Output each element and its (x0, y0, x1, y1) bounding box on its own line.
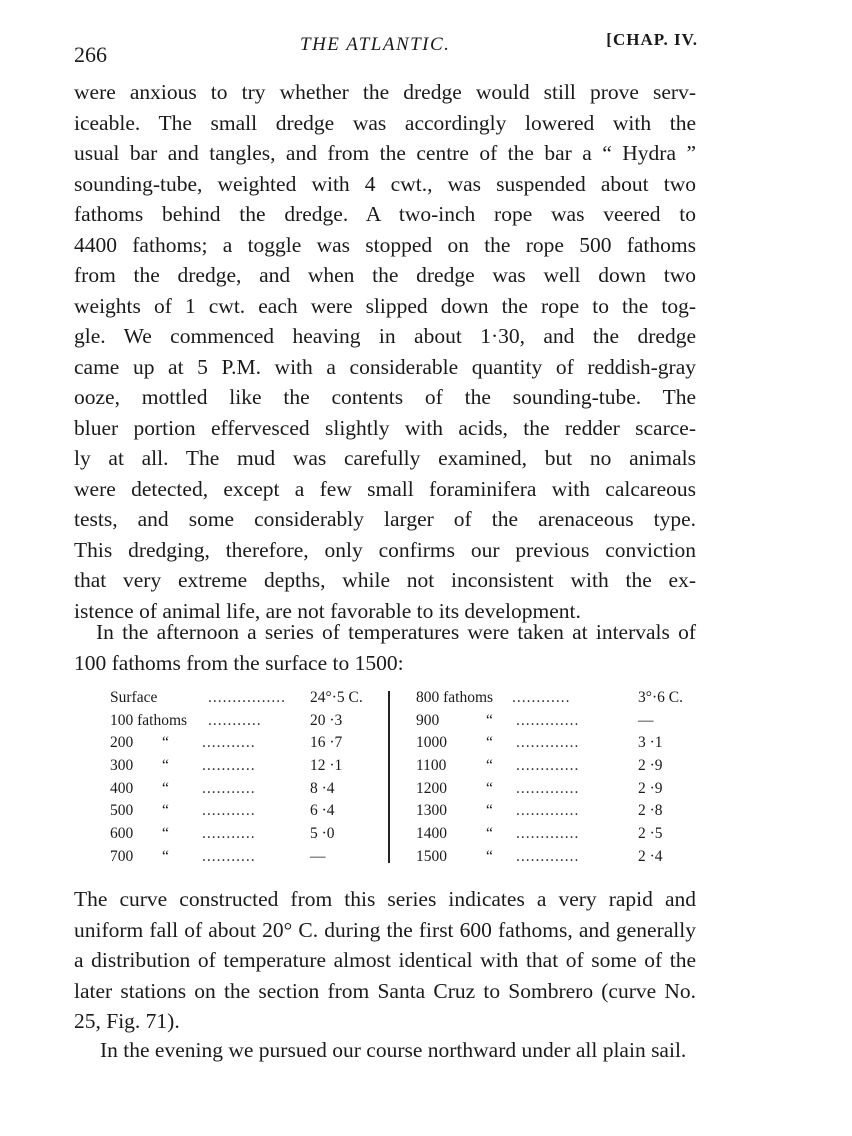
text-line: ooze, mottled like the contents of the sounding-tube. The (74, 385, 696, 409)
depth-label: 900 (416, 711, 440, 729)
text-line: bluer portion effervesced slightly with acids, the redder scarce- (74, 415, 696, 440)
ditto-mark: “ (486, 825, 493, 843)
column-divider (388, 691, 390, 863)
ditto-mark: “ (486, 779, 493, 797)
dot-leader: ........... (202, 802, 256, 820)
temperature-value: 24°·5 C. (310, 689, 363, 706)
dot-leader: ........... (202, 825, 256, 843)
text-line: istence of animal life, are not favorable to its development. (74, 598, 581, 623)
table-row (110, 732, 372, 755)
depth-label: Surface (110, 689, 158, 706)
depth-label: 600 (110, 825, 134, 843)
temperature-value: 6 ·4 (310, 802, 335, 820)
temperature-value: 2 ·4 (638, 847, 663, 865)
paragraph-temperature-intro: In the afternoon a series of temperatures were taken at intervals of 100 fathoms from the surface to 1500: (74, 620, 696, 675)
dot-leader: ............. (516, 711, 580, 729)
temperature-value: 2 ·8 (638, 802, 663, 820)
depth-label: 500 (110, 802, 134, 820)
dot-leader: ............. (516, 779, 580, 797)
text-line: gle. We commenced heaving in about 1·30, and the dredge (74, 324, 696, 348)
dot-leader: ............. (516, 847, 580, 865)
depth-label: 1100 (416, 757, 447, 775)
text-line: This dredging, therefore, only confirms our previous conviction (74, 537, 696, 562)
dot-leader: ............. (516, 757, 580, 775)
depth-label: 300 (110, 757, 134, 775)
ditto-mark: “ (162, 734, 169, 752)
dot-leader: ............ (512, 689, 571, 706)
text-line: came up at 5 P.M. with a considerable quantity of reddish-gray (74, 354, 696, 379)
temperature-value: 12 ·1 (310, 757, 343, 775)
text-line: fathoms behind the dredge. A two-inch rope was veered to (74, 202, 696, 226)
table-row (416, 800, 690, 823)
table-row (416, 732, 690, 755)
table-row (416, 823, 690, 846)
ditto-mark: “ (162, 757, 169, 775)
text-line: sounding-tube, weighted with 4 cwt., was suspended about two (74, 171, 696, 196)
paragraph-evening-course: In the evening we pursued our course northward under all plain sail. (100, 1038, 687, 1062)
temperature-value: 3 ·1 (638, 734, 663, 752)
text-line: tests, and some considerably larger of the arenaceous type. (74, 507, 696, 531)
temperature-value: 16 ·7 (310, 734, 343, 752)
running-head (74, 30, 698, 67)
page-number: 266 (74, 42, 107, 67)
temperature-table (110, 687, 700, 873)
chapter-reference: [CHAP. IV. (606, 30, 698, 49)
depth-label: 1200 (416, 779, 447, 797)
temperature-value: 2 ·9 (638, 779, 663, 797)
text-line: were detected, except a few small foraminifera with calcareous (74, 476, 696, 501)
temperature-value: 5 ·0 (310, 825, 335, 843)
table-row (110, 710, 372, 733)
depth-label: 100 fathoms (110, 711, 188, 729)
table-row (110, 823, 372, 846)
depth-label: 1500 (416, 847, 447, 865)
depth-label: 1000 (416, 734, 447, 752)
text-line: were anxious to try whether the dredge would still prove serv- (74, 80, 696, 104)
depth-label: 200 (110, 734, 134, 752)
temperature-value: 20 ·3 (310, 711, 343, 729)
text-line: that very extreme depths, while not inconsistent with the ex- (74, 568, 696, 592)
paragraph-curve-analysis: The curve constructed from this series indicates a very rapid and uniform fall of about 20° C. during the first 600 fathoms, and generally a distribution of temperature almost identical with that of some of the later stations on the section from Santa Cruz to Sombrero (curve No. 25, Fig. 71). (74, 887, 696, 1033)
table-row (416, 687, 690, 710)
dot-leader: ............. (516, 802, 580, 820)
table-row (110, 800, 372, 823)
text-line: weights of 1 cwt. each were slipped down the rope to the tog- (74, 293, 696, 318)
depth-label: 700 (110, 847, 134, 865)
depth-label: 800 fathoms (416, 689, 494, 706)
temperature-value: 2 ·5 (638, 825, 663, 843)
dot-leader: ................ (208, 689, 286, 706)
temperature-value: 8 ·4 (310, 779, 335, 797)
temperature-value: — (310, 847, 326, 865)
ditto-mark: “ (486, 711, 493, 729)
table-row (416, 710, 690, 733)
ditto-mark: “ (486, 847, 493, 865)
temperature-value: — (638, 711, 654, 729)
dot-leader: ............. (516, 825, 580, 843)
table-row (110, 846, 372, 869)
dot-leader: ........... (202, 847, 256, 865)
running-title: THE ATLANTIC. (300, 34, 451, 55)
temperature-value: 3°·6 C. (638, 689, 683, 706)
dot-leader: ............. (516, 734, 580, 752)
depth-label: 1400 (416, 825, 447, 843)
dot-leader: ........... (208, 711, 262, 729)
table-row (416, 846, 690, 869)
depth-label: 1300 (416, 802, 447, 820)
ditto-mark: “ (162, 779, 169, 797)
table-row (416, 778, 690, 801)
text-line: 4400 fathoms; a toggle was stopped on the rope 500 fathoms (74, 232, 696, 257)
table-row (416, 755, 690, 778)
ditto-mark: “ (486, 757, 493, 775)
ditto-mark: “ (486, 734, 493, 752)
ditto-mark: “ (162, 802, 169, 820)
text-line: from the dredge, and when the dredge was well down two (74, 263, 696, 287)
text-line: ly at all. The mud was carefully examined, but no animals (74, 446, 696, 470)
ditto-mark: “ (162, 825, 169, 843)
temperature-value: 2 ·9 (638, 757, 663, 775)
text-line: iceable. The small dredge was accordingly lowered with the (74, 110, 696, 135)
dot-leader: ........... (202, 734, 256, 752)
temperature-column-left (110, 687, 372, 869)
depth-label: 400 (110, 779, 134, 797)
table-row (110, 687, 372, 710)
temperature-column-right (416, 687, 690, 869)
ditto-mark: “ (486, 802, 493, 820)
table-row (110, 755, 372, 778)
dot-leader: ........... (202, 779, 256, 797)
paragraph-dredging (74, 77, 696, 626)
dot-leader: ........... (202, 757, 256, 775)
text-line: usual bar and tangles, and from the centre of the bar a “ Hydra ” (74, 141, 696, 165)
ditto-mark: “ (162, 847, 169, 865)
table-row (110, 778, 372, 801)
